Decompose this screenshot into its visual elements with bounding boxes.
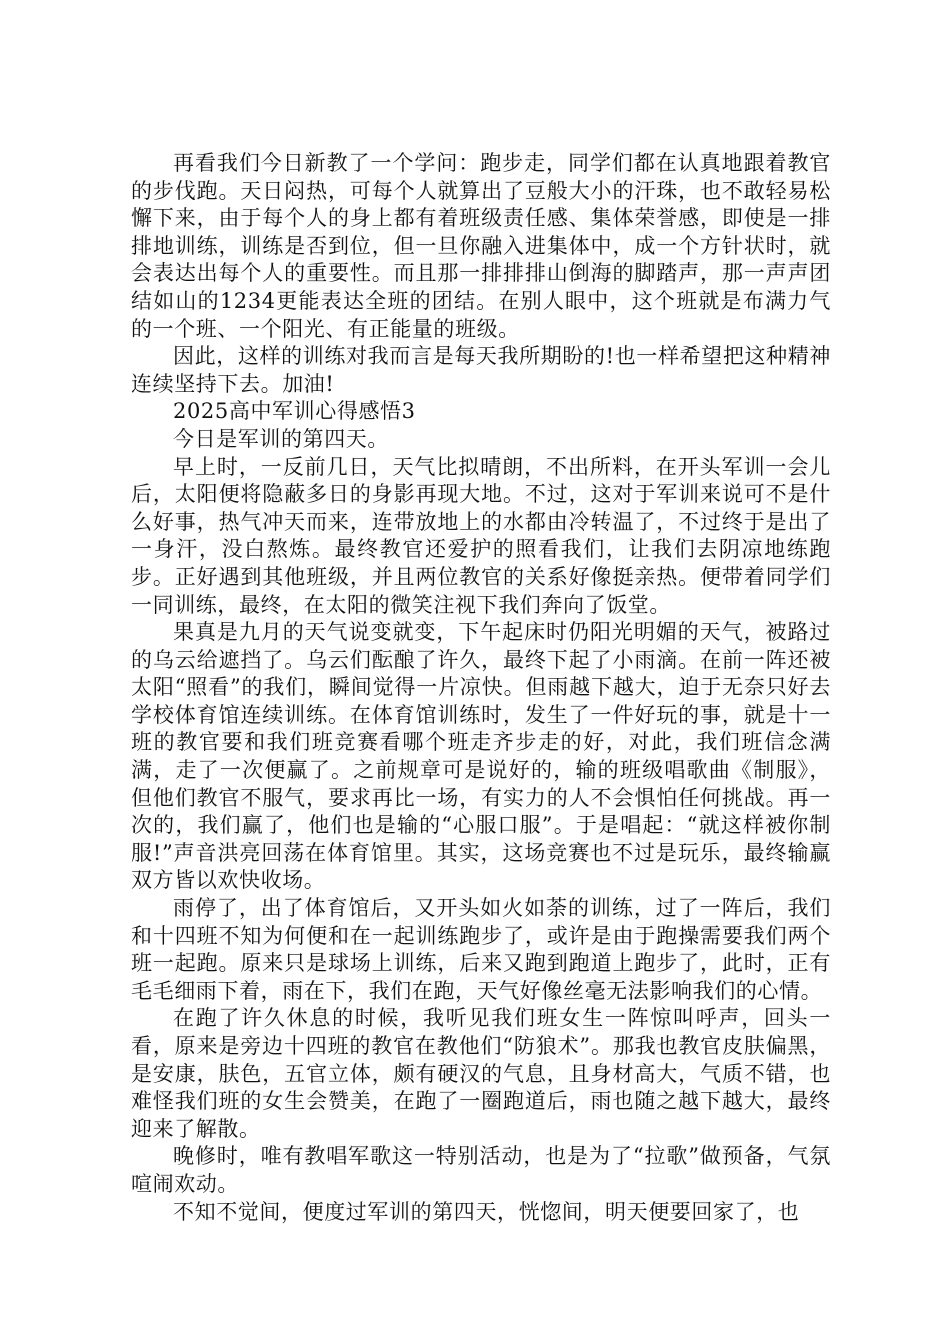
document-page — [131, 150, 831, 1226]
paragraph-running-step: 再看我们今日新教了一个学问：跑步走，同学们都在认真地跟着教官的步伐跑。天日闷热，可每个人就算出了豆般大小的汗珠，也不敢轻易松懈下来，由于每个人的身上都有着班级责任感、集体荣誉感，即使是一排排地训练，训练是否到位，但一旦你融入进集体中，成一个方针状时，就会表达出每个人的重要性。而且那一排排排山倒海的脚踏声，那一声声团结如山的1234更能表达全班的团结。在别人眼中，这个班就是布满力气的一个班、一个阳光、有正能量的班级。 — [131, 151, 831, 341]
paragraph-closing: 不知不觉间，便度过军训的第四天，恍惚间，明天便要回家了，也 — [173, 1199, 800, 1224]
paragraph-evening-study: 晚修时，唯有教唱军歌这一特别活动，也是为了“拉歌”做预备，气氛喧闹欢动。 — [131, 1144, 831, 1196]
paragraph-rest-break: 在跑了许久休息的时候，我听见我们班女生一阵惊叫呼声，回头一看，原来是旁边十四班的教官在教他们“防狼术”。那我也教官皮肤偏黑，是安康，肤色，五官立体，颇有硬汉的气息，且身材高大，气质不错，也难怪我们班的女生会赞美，在跑了一圈跑道后，雨也随之越下越大，最终迎来了解散。 — [131, 1006, 831, 1141]
paragraph-conclusion: 因此，这样的训练对我而言是每天我所期盼的!也一样希望把这种精神连续坚持下去。加油! — [131, 344, 831, 396]
paragraph-day-four-intro: 今日是军训的第四天。 — [173, 426, 389, 451]
paragraph-morning: 早上时，一反前几日，天气比拟晴朗，不出所料，在开头军训一会儿后，太阳便将隐蔽多日的身影再现大地。不过，这对于军训来说可不是什么好事，热气冲天而来，连带放地上的水都由冷转温了，不过终于是出了一身汗，没白熬炼。最终教官还爱护的照看我们，让我们去阴凉地练跑步。正好遇到其他班级，并且两位教官的关系好像挺亲热。便带着同学们一同训练，最终，在太阳的微笑注视下我们奔向了饭堂。 — [131, 454, 831, 617]
paragraph-after-gym: 雨停了，出了体育馆后，又开头如火如荼的训练，过了一阵后，我们和十四班不知为何便和在一起训练跑步了，或许是由于跑操需要我们两个班一起跑。原来只是球场上训练，后来又跑到跑道上跑步了，此时，正有毛毛细雨下着，雨在下，我们在跑，天气好像丝毫无法影响我们的心情。 — [131, 896, 831, 1003]
section-heading: 2025高中军训心得感悟3 — [173, 399, 416, 424]
paragraph-afternoon-rain: 果真是九月的天气说变就变，下午起床时仍阳光明媚的天气，被路过的乌云给遮挡了。乌云们酝酿了许久，最终下起了小雨滴。在前一阵还被太阳“照看”的我们，瞬间觉得一片凉快。但雨越下越大，迫于无奈只好去学校体育馆连续训练。在体育馆训练时，发生了一件好玩的事，就是十一班的教官要和我们班竞赛看哪个班走齐步走的好，对此，我们班信念满满，走了一次便赢了。之前规章可是说好的，输的班级唱歌曲《制服》，但他们教官不服气，要求再比一场，有实力的人不会惧怕任何挑战。再一次的，我们赢了，他们也是输的“心服口服”。于是唱起：“就这样被你制服!”声音洪亮回荡在体育馆里。其实，这场竞赛也不过是玩乐，最终输赢双方皆以欢快收场。 — [131, 620, 831, 893]
